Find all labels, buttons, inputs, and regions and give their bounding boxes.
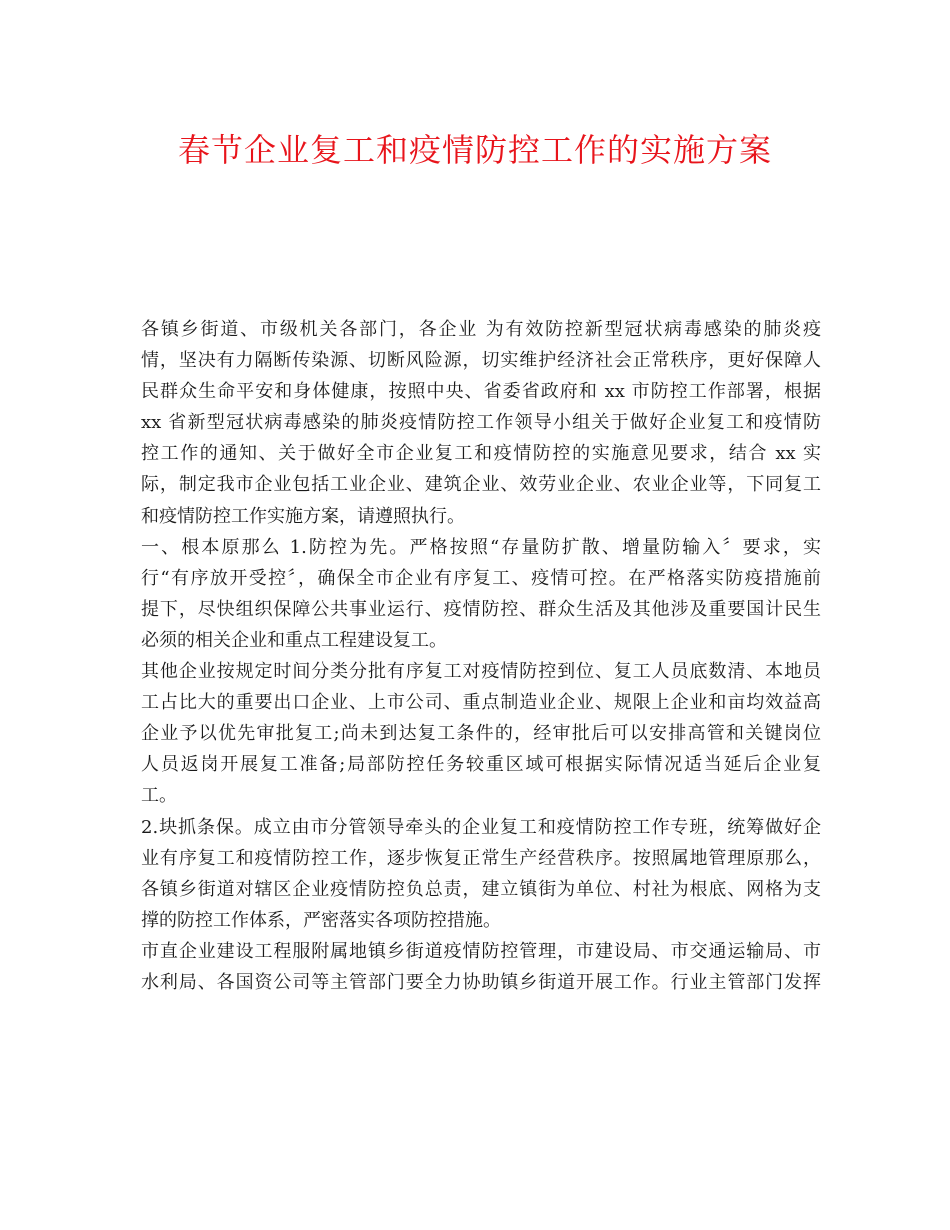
body-text-line: 行“有序放开受控〞，确保全市企业有序复工、疫情可控。在严格落实防疫措施前	[141, 567, 821, 589]
body-text-line: 2.块抓条保。成立由市分管领导牵头的企业复工和疫情防控工作专班，统筹做好企	[141, 816, 821, 838]
body-text-line: 各镇乡街道、市级机关各部门，各企业 为有效防控新型冠状病毒感染的肺炎疫	[141, 319, 821, 340]
body-text-line: xx 省新型冠状病毒感染的肺炎疫情防控工作领导小组关于做好企业复工和疫情防	[141, 412, 821, 434]
body-text-line: 人员返岗开展复工准备;局部防控任务较重区域可根据实际情况适当延后企业复	[141, 754, 821, 776]
body-text-line: 工占比大的重要出口企业、上市公司、重点制造业企业、规限上企业和亩均效益高	[141, 692, 821, 714]
body-text-line: 业有序复工和疫情防控工作，逐步恢复正常生产经营秩序。按照属地管理原那么，	[141, 847, 821, 869]
body-text-line: 提下，尽快组织保障公共事业运行、疫情防控、群众生活及其他涉及重要国计民生	[141, 598, 821, 620]
body-text-line: 工。	[141, 785, 177, 807]
body-text-line: 一、根本原那么 1.防控为先。严格按照“存量防扩散、增量防输入〞要求，实	[141, 536, 821, 558]
body-text-line: 情，坚决有力隔断传染源、切断风险源，切实维护经济社会正常秩序，更好保障人	[141, 350, 821, 372]
body-text-line: 民群众生命平安和身体健康，按照中央、省委省政府和 xx 市防控工作部署，根据	[141, 381, 821, 403]
document-title: 春节企业复工和疫情防控工作的实施方案	[177, 131, 772, 169]
document-body	[141, 314, 821, 998]
body-text-line: 水利局、各国资公司等主管部门要全力协助镇乡街道开展工作。行业主管部门发挥	[141, 971, 821, 993]
body-text-line: 市直企业建设工程服附属地镇乡街道疫情防控管理，市建设局、市交通运输局、市	[141, 940, 821, 962]
body-text-line: 控工作的通知、关于做好全市企业复工和疫情防控的实施意见要求，结合 xx 实	[141, 443, 821, 465]
body-text-line: 撑的防控工作体系，严密落实各项防控措施。	[141, 909, 501, 931]
body-text-line: 际，制定我市企业包括工业企业、建筑企业、效劳业企业、农业企业等，下同复工	[141, 474, 821, 496]
body-text-line: 企业予以优先审批复工;尚未到达复工条件的，经审批后可以安排高管和关键岗位	[141, 723, 821, 745]
body-text-line: 各镇乡街道对辖区企业疫情防控负总责，建立镇街为单位、村社为根底、网格为支	[141, 878, 821, 900]
body-text-line: 和疫情防控工作实施方案，请遵照执行。	[141, 505, 465, 527]
body-text-line: 必须的相关企业和重点工程建设复工。	[141, 629, 447, 651]
body-text-line: 其他企业按规定时间分类分批有序复工对疫情防控到位、复工人员底数清、本地员	[141, 661, 821, 683]
